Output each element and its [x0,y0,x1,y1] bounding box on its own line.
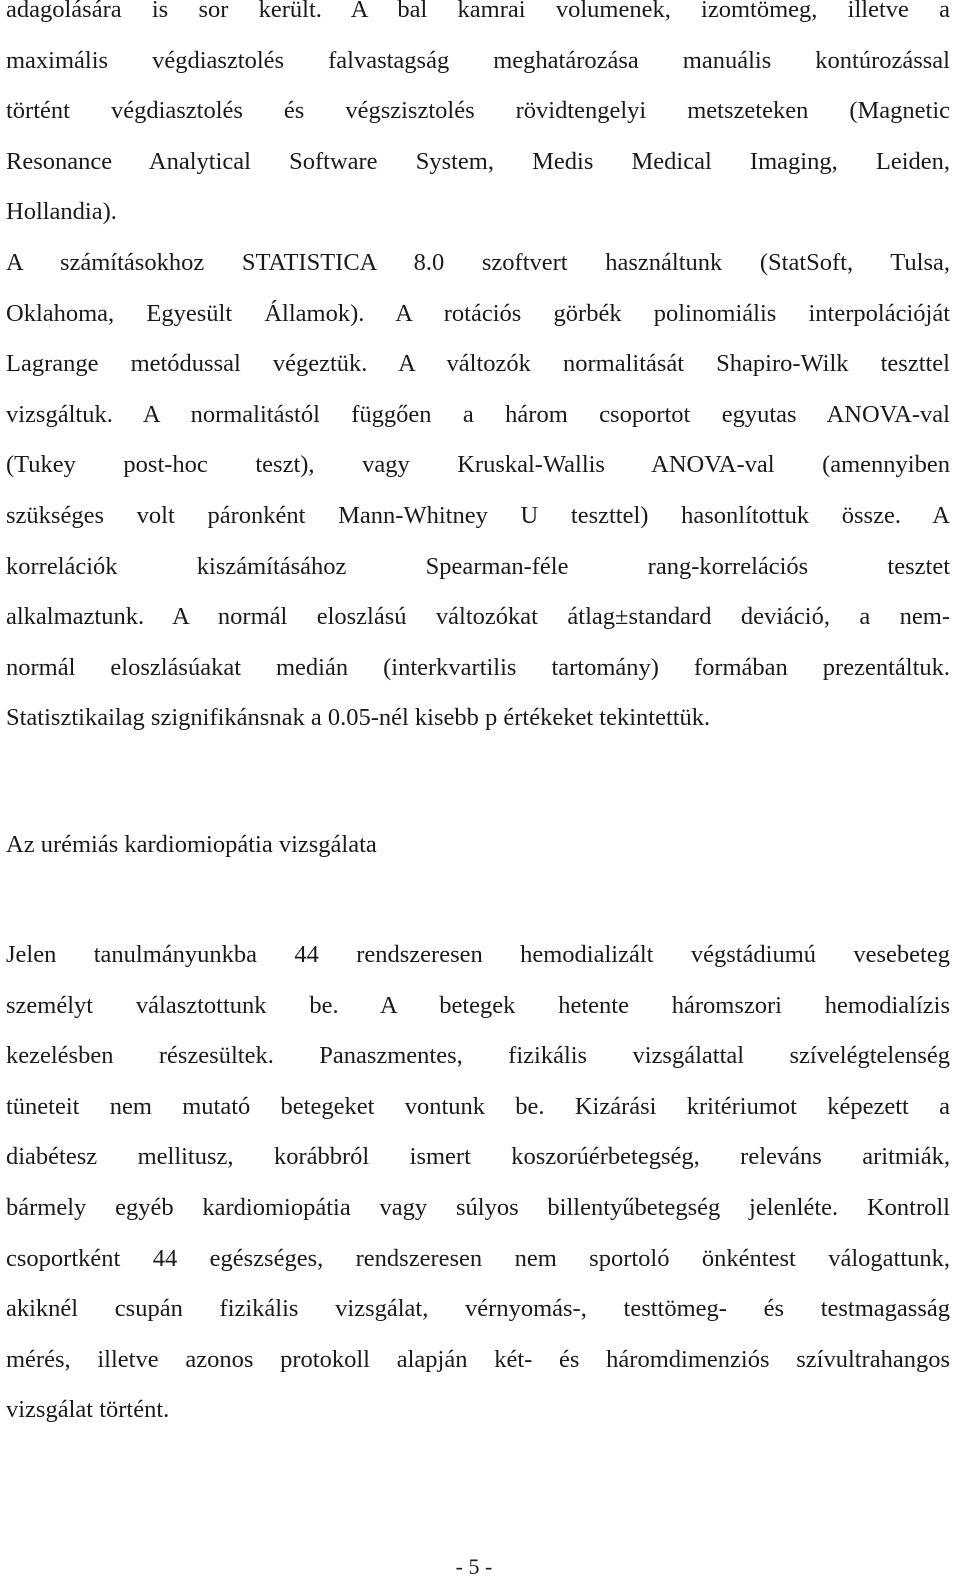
text-line: személyt választottunk be. A betegek hetente háromszori hemodialízis [6,991,950,1019]
text-line: alkalmaztunk. A normál eloszlású változókat átlag±standard deviáció, a nem- [6,603,950,631]
text-line: tüneteit nem mutató betegeket vontunk be. Kizárási kritériumot képezett a [6,1092,950,1120]
text-line: Hollandia). [6,198,117,226]
text-line: (Tukey post-hoc teszt), vagy Kruskal-Wallis ANOVA-val (amennyiben [6,451,950,479]
text-line: normál eloszlásúakat medián (interkvartilis tartomány) formában prezentáltuk. [6,653,950,681]
text-line: Oklahoma, Egyesült Államok). A rotációs görbék polinomiális interpolációját [6,299,950,327]
text-line: maximális végdiasztolés falvastagság meghatározása manuális kontúrozással [6,46,950,74]
section-paragraph [6,930,950,1436]
text-line: adagolására is sor került. A bal kamrai volumenek, izomtömeg, illetve a [6,0,950,23]
section-heading: Az urémiás kardiomiopátia vizsgálata [6,831,377,858]
text-line: akiknél csupán fizikális vizsgálat, vérnyomás-, testtömeg- és testmagasság [6,1295,950,1323]
text-line: A számításokhoz STATISTICA 8.0 szoftvert használtunk (StatSoft, Tulsa, [6,248,950,276]
text-line: bármely egyéb kardiomiopátia vagy súlyos billentyűbetegség jelenléte. Kontroll [6,1193,950,1221]
text-line: csoportként 44 egészséges, rendszeresen nem sportoló önkéntest válogattunk, [6,1244,950,1272]
text-line: Statisztikailag szignifikánsnak a 0.05-nél kisebb p értékeket tekintettük. [6,704,711,732]
text-line: diabétesz mellitusz, korábbról ismert koszorúérbetegség, releváns aritmiák, [6,1143,950,1171]
methods-paragraph [6,0,950,744]
text-line: Jelen tanulmányunkba 44 rendszeresen hemodializált végstádiumú vesebeteg [6,941,950,968]
text-line: Lagrange metódussal végeztük. A változók normalitását Shapiro-Wilk teszttel [6,350,950,378]
text-line: vizsgáltuk. A normalitástól függően a három csoportot egyutas ANOVA-val [6,400,950,428]
text-line: szükséges volt páronként Mann-Whitney U teszttel) hasonlítottuk össze. A [6,501,950,529]
text-line: mérés, illetve azonos protokoll alapján két- és háromdimenziós szívultrahangos [6,1345,950,1373]
text-line: kezelésben részesültek. Panaszmentes, fizikális vizsgálattal szívelégtelenség [6,1042,950,1070]
text-line: vizsgálat történt. [6,1396,170,1424]
page-number: - 5 - [455,1554,493,1579]
text-line: Resonance Analytical Software System, Medis Medical Imaging, Leiden, [6,147,950,175]
text-line: történt végdiasztolés és végszisztolés rövidtengelyi metszeteken (Magnetic [6,97,950,125]
text-line: korrelációk kiszámításához Spearman-féle rang-korrelációs tesztet [6,552,950,580]
